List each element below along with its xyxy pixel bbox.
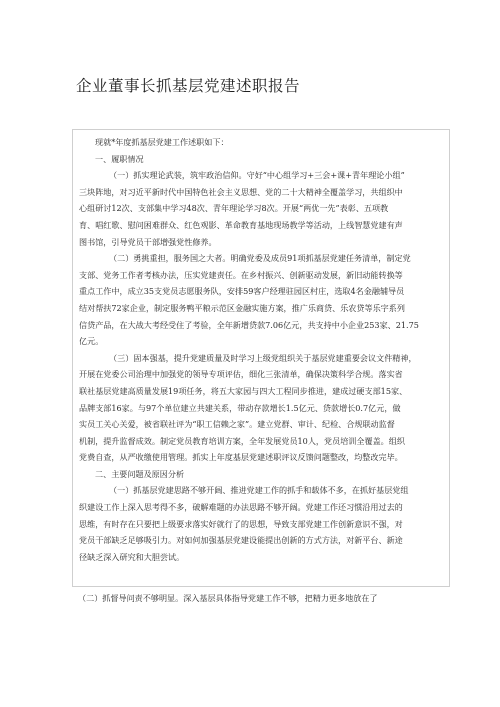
paragraph-line: 信贷产品，在大战大考经受住了考验，全年新增贷款7.06亿元，共支持中小企业253家、21.75 [79,319,419,330]
paragraph-line: 联社基层党建高质量发展19项任务，将五大家园与四大工程同步推进，建成过硬支部15家、 [79,385,408,396]
paragraph-line: （三）固本强基，提升党建质量及时学习上级党组织关于基层党建重要会议文件精神， [109,352,417,363]
paragraph-line: 织建设工作上深入思考得不多，破解难题的办法思路不够开阔。党建工作还习惯沿用过去的 [79,502,403,513]
paragraph-line: 实员工关心关爱，被省联社评为“职工信赖之家”。建立党群、审计、纪检、合规联动监督 [79,419,395,430]
paragraph-line: 育、唱红歌、慰问困难群众、红色观影、革命教育基地现场教学等活动，上线智慧党建有声 [79,219,403,230]
paragraph-line: 图书馆，引导党员干部增强党性修养。 [79,236,217,247]
document-body-box [72,129,450,587]
page-title: 企业董事长抓基层党建述职报告 [76,77,301,95]
paragraph-line: 党员干部缺乏足够吸引力。对如何加强基层党建设能提出创新的方式方法，对新平台、新途 [79,535,403,546]
paragraph-line: 心组研讨12次、支部集中学习48次、青年理论学习8次。开展“两优一先”表彰、五项教 [79,203,389,214]
paragraph-line: （二）勇挑重担，服务国之大者。明确党委及成员91项抓基层党建任务清单，制定党 [109,253,411,264]
paragraph-line: 径缺乏深入研究和大胆尝试。 [79,551,185,562]
document-body-text [73,130,449,565]
paragraph-line: 支部、党务工作者考核办法，压实党建责任。在乡村振兴、创新驱动发展，新旧动能转换等 [79,269,403,280]
paragraph-line: 党费自查，从严收缴使用管理。抓实上年度基层党建述职评议反馈问题整改，均整改完毕。 [79,452,403,463]
paragraph-line: 结对帮扶72家企业，制定服务鸭平粮示范区金融实施方案，推广乐商贷、乐农贷等乐字系列 [79,302,405,313]
paragraph-line: 亿元。 [79,336,104,347]
paragraph-line: 机制，提升监督成效。制定党员教育培训方案，全年发展党员10人，党员培训全覆盖。组织 [79,435,405,446]
paragraph-line: 三块阵地，对习近平新时代中国特色社会主义思想、党的二十大精神全覆盖学习，共组织中 [79,186,403,197]
paragraph-line: 二、主要问题及原因分析 [95,468,185,479]
paragraph-line: 思维，有时存在只要把上级要求落实好就行了的思想，导致支部党建工作创新意识不强，对 [79,518,403,529]
paragraph-line: 一、履职情况 [95,153,144,164]
paragraph-line: （一）抓实理论武装，筑牢政治信仰。守好“中心组学习+三会+课+青年理论小组” [109,170,405,181]
paragraph-line: （一）抓基层党建思路不够开阔、推进党建工作的抓手和载体不多，在抓好基层党组 [109,485,409,496]
paragraph-line: 开展在党委公司治理中加强党的领导专项评估，细化三张清单，确保决策科学合规。落实省 [79,369,403,380]
paragraph-line: 品牌支部16家。与97个单位建立共建关系，带动存款增长1.5亿元、贷款增长0.7亿元，做 [79,402,401,413]
document-continuation-line: （二）抓督导问责不够明显。深入基层具体指导党建工作不够，把精力更多地放在了 [78,593,378,603]
paragraph-line: 重点工作中，成立35支党员志愿服务队，安排59客户经理驻园区村庄，选取4名金融辅导员 [79,286,405,297]
paragraph-line: 现就*年度抓基层党建工作述职如下： [95,137,229,147]
